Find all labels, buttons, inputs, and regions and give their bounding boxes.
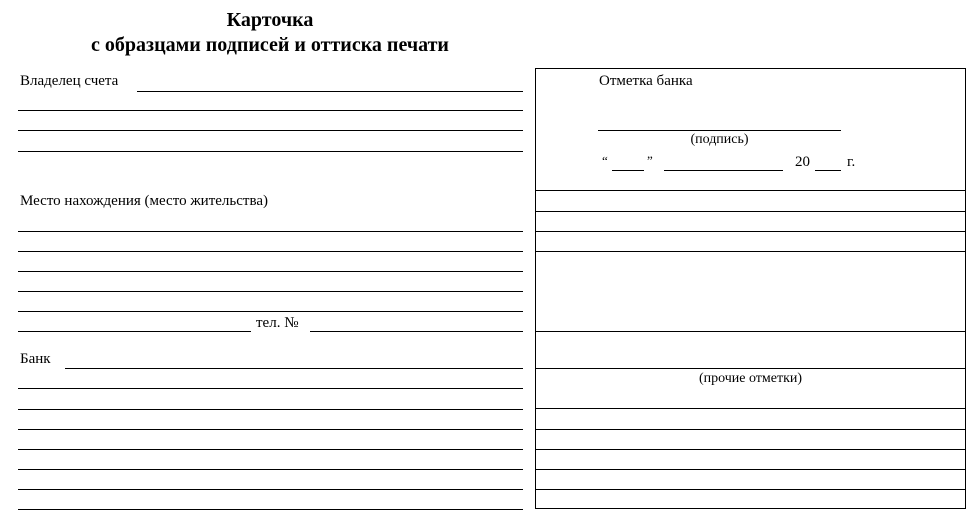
signature-caption: (подпись) (690, 132, 749, 147)
location-field-line[interactable] (18, 311, 523, 312)
box-row-divider (535, 231, 966, 232)
signature-field[interactable] (598, 130, 841, 131)
box-row-divider (535, 469, 966, 470)
date-day-field[interactable] (612, 170, 644, 171)
box-row-divider (535, 489, 966, 490)
location-field-line[interactable] (18, 231, 523, 232)
phone-label: тел. № (256, 315, 299, 331)
box-row-divider (535, 408, 966, 409)
box-row-divider (535, 190, 966, 191)
date-open-quote: “ (602, 153, 608, 168)
owner-field-line[interactable] (18, 130, 523, 131)
box-row-divider (535, 429, 966, 430)
year-prefix: 20 (795, 154, 810, 170)
bank-field-line[interactable] (18, 469, 523, 470)
box-row-divider (535, 331, 966, 332)
owner-field[interactable] (137, 91, 523, 92)
bank-field-line[interactable] (18, 409, 523, 410)
location-field-line[interactable] (18, 291, 523, 292)
date-close-quote: ” (647, 153, 653, 168)
location-field-line[interactable] (18, 251, 523, 252)
owner-label: Владелец счета (20, 73, 119, 89)
bank-label: Банк (20, 351, 51, 367)
location-field-line[interactable] (18, 271, 523, 272)
box-row-divider (535, 449, 966, 450)
box-row-divider (535, 251, 966, 252)
owner-field-line[interactable] (18, 110, 523, 111)
bank-field-line[interactable] (18, 489, 523, 490)
form-title: Карточка (226, 9, 314, 31)
box-row-divider (535, 368, 966, 369)
form-subtitle: с образцами подписей и оттиска печати (91, 34, 449, 56)
box-row-divider (535, 211, 966, 212)
other-marks-caption: (прочие отметки) (698, 371, 803, 386)
phone-field[interactable] (310, 331, 523, 332)
bank-field-line[interactable] (18, 429, 523, 430)
bank-field-line[interactable] (18, 388, 523, 389)
location-field-line[interactable] (18, 331, 251, 332)
date-month-field[interactable] (664, 170, 783, 171)
bank-field-line[interactable] (18, 449, 523, 450)
owner-field-line[interactable] (18, 151, 523, 152)
date-year-field[interactable] (815, 170, 841, 171)
bank-field[interactable] (65, 368, 523, 369)
bank-mark-label: Отметка банка (599, 73, 693, 89)
bank-field-line[interactable] (18, 509, 523, 510)
location-label: Место нахождения (место жительства) (20, 193, 268, 209)
year-suffix: г. (847, 154, 856, 170)
